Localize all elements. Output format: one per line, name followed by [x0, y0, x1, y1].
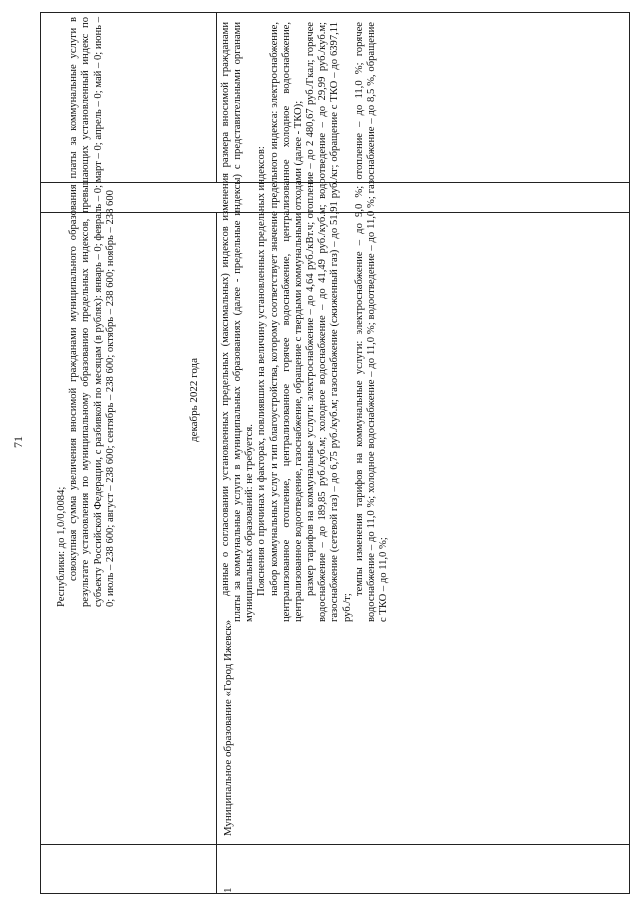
paragraph-tariffs: размер тарифов на коммунальные услуги: электроснабжение – до 4,64 руб./кВт.ч; отопление – до 2 480,67 руб./Гкал; горячее водоснабжение – до 189,85 руб./куб.м; холодное водоснабжение – до 41,49 руб./куб.м; водоотведение – до 29,99 руб./куб.м; газоснабжение (сетевой газ) – до 6,75 руб./куб.м; газоснабжение (сжиженный газ) – до 51,91 руб./кг; обращение с ТКО – до 6397,11 руб./т;	[305, 22, 353, 622]
top-row-line-1: Республики: до 1,0/0,0084;	[56, 486, 67, 607]
top-row-line-2: совокупная сумма увеличения вносимой гражданами муниципального образования платы за коммунальные услуги в результате установления по муниципальному образованию предельных индексов, превышающих установленный индекс по субъекту Российской Федерации, с разбивкой по месяцам (в рублях): январь – 0; февраль – 0; март – 0; апрель – 0; май – 0; июнь – 0; июль – 238 600; август – 238 600; сентябрь – 238 600; октябрь – 238 600; ноябрь – 238 600	[68, 17, 116, 607]
paragraph-approval: данные о согласовании установленных предельных (максимальных) индексов изменения размера вносимой гражданами платы за коммунальные услуги в муниципальных образованиях (далее - предельные индексы) с представительными органами муниципальных образований: не требуется.	[220, 22, 256, 622]
row-content	[220, 22, 620, 622]
page-number-text: 71	[11, 436, 25, 448]
paragraph-rates: темпы изменения тарифов на коммунальные услуги: электроснабжение – до 9,0 %; отопление – до 11,0 %; горячее водоснабжение – до 11,0 %; холодное водоснабжение – до 11,0 %; водоотведение – до 11,0 %; газоснабжение – до 8,5 %, обращение с ТКО – до 11,0 %;	[353, 22, 390, 622]
paragraph-reasons: Пояснения о причинах и факторах, повлиявших на величину установленных предельных индексов:	[256, 146, 268, 596]
municipality-name: Муниципальное образование «Город Ижевск»	[222, 619, 234, 837]
col-divider-1	[216, 212, 217, 894]
section-header: декабрь 2022 года	[188, 357, 200, 443]
row-number: 1	[222, 887, 234, 893]
paragraph-services: набор коммунальных услуг и тип благоустройства, которому соответствует значение предельного индекса: электроснабжение, централизованное отопление, централизованное горячее водоснабжение, централизованное холодное водоснабжение, централизованное водоотведение, газоснабжение, обращение с твердыми коммунальными отходами (далее - ТКО);	[268, 22, 304, 622]
col-divider-2	[40, 844, 630, 845]
